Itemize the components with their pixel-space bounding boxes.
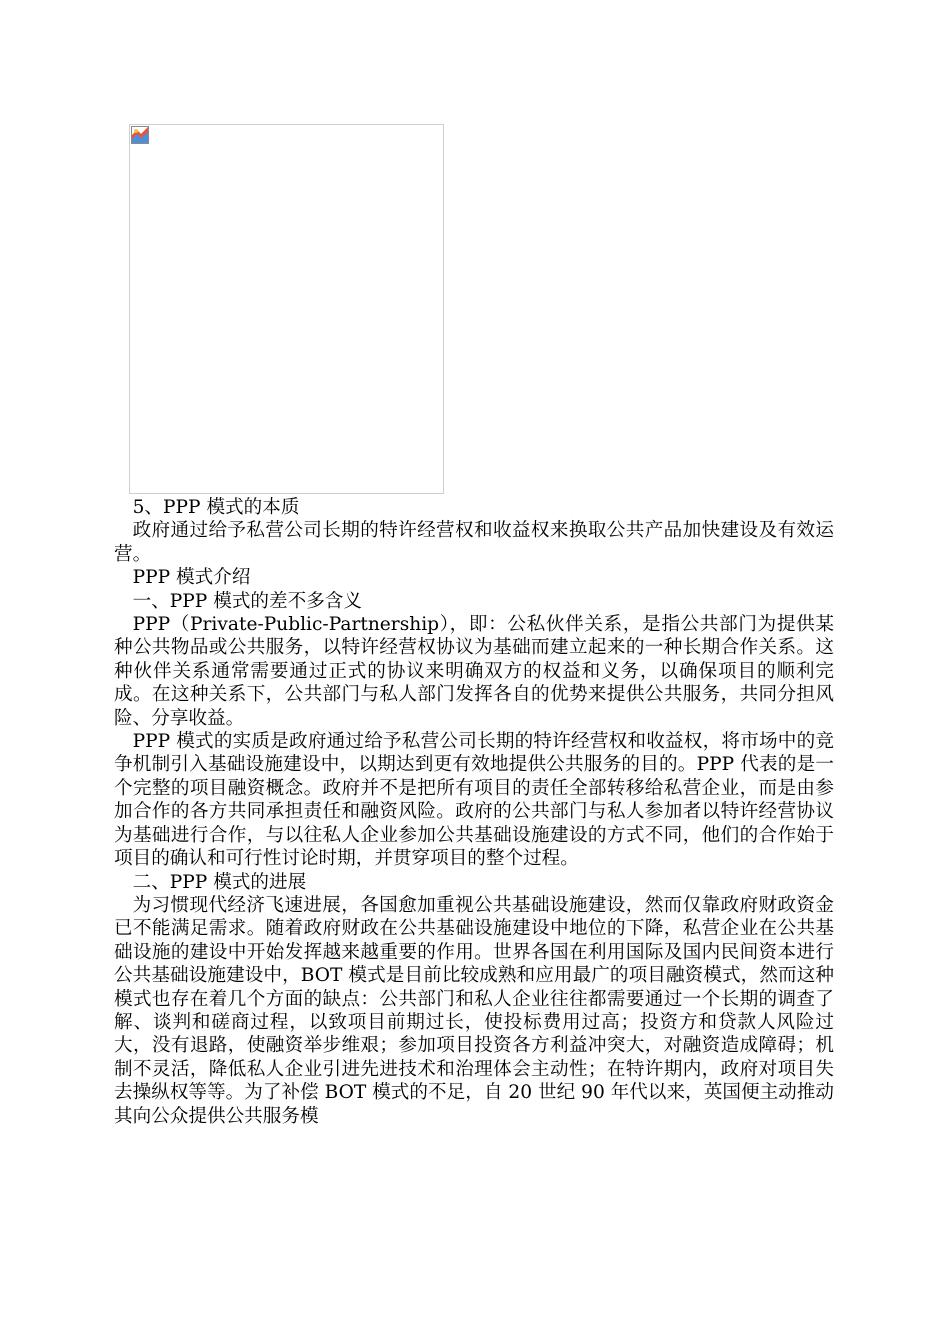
section-heading-essence: 5、PPP 模式的本质: [132, 497, 300, 518]
paragraph-definition: PPP（Private-Public-Partnership），即：公私伙伴关系，是指公共部门为提供某种公共物品或公共服务，以特许经营权协议为基础而建立起来的一种长期合作关系。这种伙伴关系通常需要通过正式的协议来明确双方的权益和义务，以确保项目的顺利完成。在这种关系下，公共部门与私人部门发挥各自的优势来提供公共服务，共同分担风险、分享收益。: [114, 614, 834, 729]
subheading-meaning: 一、PPP 模式的差不多含义: [132, 590, 362, 612]
document-body: [114, 496, 834, 1128]
embedded-image-placeholder: [129, 124, 444, 494]
paragraph-essence: 政府通过给予私营公司长期的特许经营权和收益权来换取公共产品加快建设及有效运营。: [114, 520, 834, 565]
broken-image-icon: [131, 126, 149, 144]
paragraph-substance: PPP 模式的实质是政府通过给予私营公司长期的特许经营权和收益权，将市场中的竞争机制引入基础设施建设中，以期达到更有效地提供公共服务的目的。PPP 代表的是一个完整的项目融资概念。政府并不是把所有项目的责任全部转移给私营企业，而是由参加合作的各方共同承担责任和融资风险。政府的公共部门与私人参加者以特许经营协议为基础进行合作，与以往私人企业参加公共基础设施建设的方式不同，他们的合作始于项目的确认和可行性讨论时期，并贯穿项目的整个过程。: [114, 731, 834, 870]
section-heading-intro: PPP 模式介绍: [132, 567, 251, 589]
subheading-development: 二、PPP 模式的进展: [132, 871, 307, 893]
paragraph-development: 为习惯现代经济飞速进展，各国愈加重视公共基础设施建设，然而仅靠政府财政资金已不能满足需求。随着政府财政在公共基础设施建设中地位的下降，私营企业在公共基础设施的建设中开始发挥越来越重要的作用。世界各国在利用国际及国内民间资本进行公共基础设施建设中，BOT 模式是目前比较成熟和应用最广的项目融资模式，然而这种模式也存在着几个方面的缺点：公共部门和私人企业往往都需要通过一个长期的调查了解、谈判和磋商过程，以致项目前期过长，使投标费用过高；投资方和贷款人风险过大，没有退路，使融资举步维艰；参加项目投资各方利益冲突大，对融资造成障碍；机制不灵活，降低私人企业引进先进技术和治理体会主动性；在特许期内，政府对项目失去操纵权等等。为了补偿 BOT 模式的不足，自 20 世纪 90 年代以来，英国便主动推动其向公众提供公共服务模: [114, 894, 834, 1127]
